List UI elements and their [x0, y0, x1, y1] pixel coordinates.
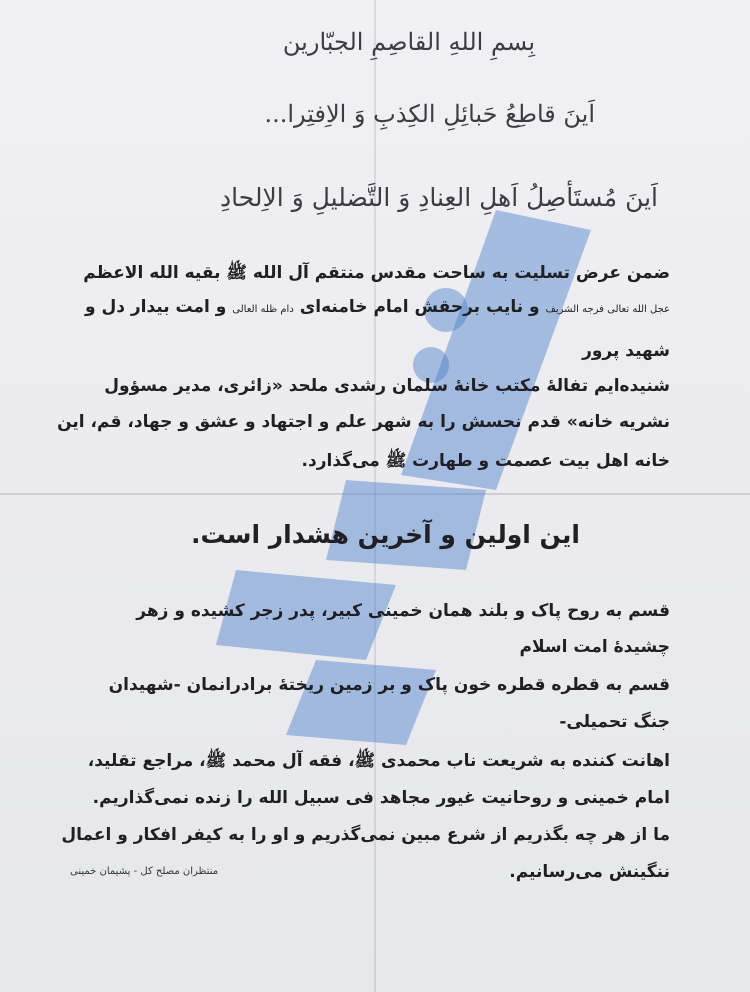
header-line-2: اَینَ قاطِعُ حَبائِلِ الکِذبِ وَ الاِفتِرا... — [264, 100, 595, 128]
para3-line2: چشیدهٔ امت اسلام — [519, 637, 670, 657]
para1-line2-end: و امت بیدار دل و — [84, 297, 227, 317]
signature: منتظران مصلح کل - پشیمان خمینی — [70, 866, 219, 877]
para2-line3: خانه اهل بیت عصمت و طهارت ﷺ می‌گذارد. — [301, 451, 670, 471]
para1-line2 — [85, 297, 670, 317]
para1-line2-small-b: دام ظله العالی — [232, 304, 294, 315]
headline-warning: این اولین و آخرین هشدار است. — [190, 520, 580, 549]
para3-line3: قسم به قطره قطره خون پاک و بر زمین ریختهٔ برادرانمان -شهیدان — [108, 675, 670, 695]
para4-line2: امام خمینی و روحانیت غیور مجاهد فی سبیل الله را زنده نمی‌گذاریم. — [92, 788, 670, 808]
para2-line2: نشریه خانه» قدم نحسش را به شهر علم و اجتهاد و عشق و جهاد، قم، این — [57, 412, 670, 432]
header-line-3: اَینَ مُستَأصِلُ اَهلِ العِنادِ وَ التَّضلیلِ وَ الاِلحادِ — [220, 183, 658, 212]
para3-line4: جنگ تحمیلی- — [559, 712, 670, 732]
para4-line3: ما از هر چه بگذریم از شرع مبین نمی‌گذریم و او را به کیفر افکار و اعمال — [61, 825, 670, 845]
header-bismillah: بِسمِ اللهِ القاصِمِ الجبّارین — [282, 28, 535, 56]
para3-line1: قسم به روح پاک و بلند همان خمینی کبیر، پدر زجر کشیده و زهر — [136, 601, 670, 621]
para4-line1: اهانت کننده به شریعت ناب محمدی ﷺ، فقه آل محمد ﷺ، مراجع تقلید، — [87, 751, 670, 771]
para1-line1: ضمن عرض تسلیت به ساحت مقدس منتقم آل الله ﷺ بقیه الله الاعظم — [83, 263, 670, 283]
para1-line2-main: و نایب برحقش امام خامنه‌ای — [299, 297, 540, 317]
para2-line1: شنیده‌ایم تفالهٔ مکتب خانهٔ سلمان رشدی ملحد «زائری، مدیر مسؤول — [104, 376, 670, 396]
para1-line3: شهید پرور — [582, 341, 670, 361]
para1-line2-small-a: عجل الله تعالی فرجه الشریف — [545, 304, 670, 315]
para4-line4: ننگینش می‌رسانیم. — [509, 862, 670, 882]
